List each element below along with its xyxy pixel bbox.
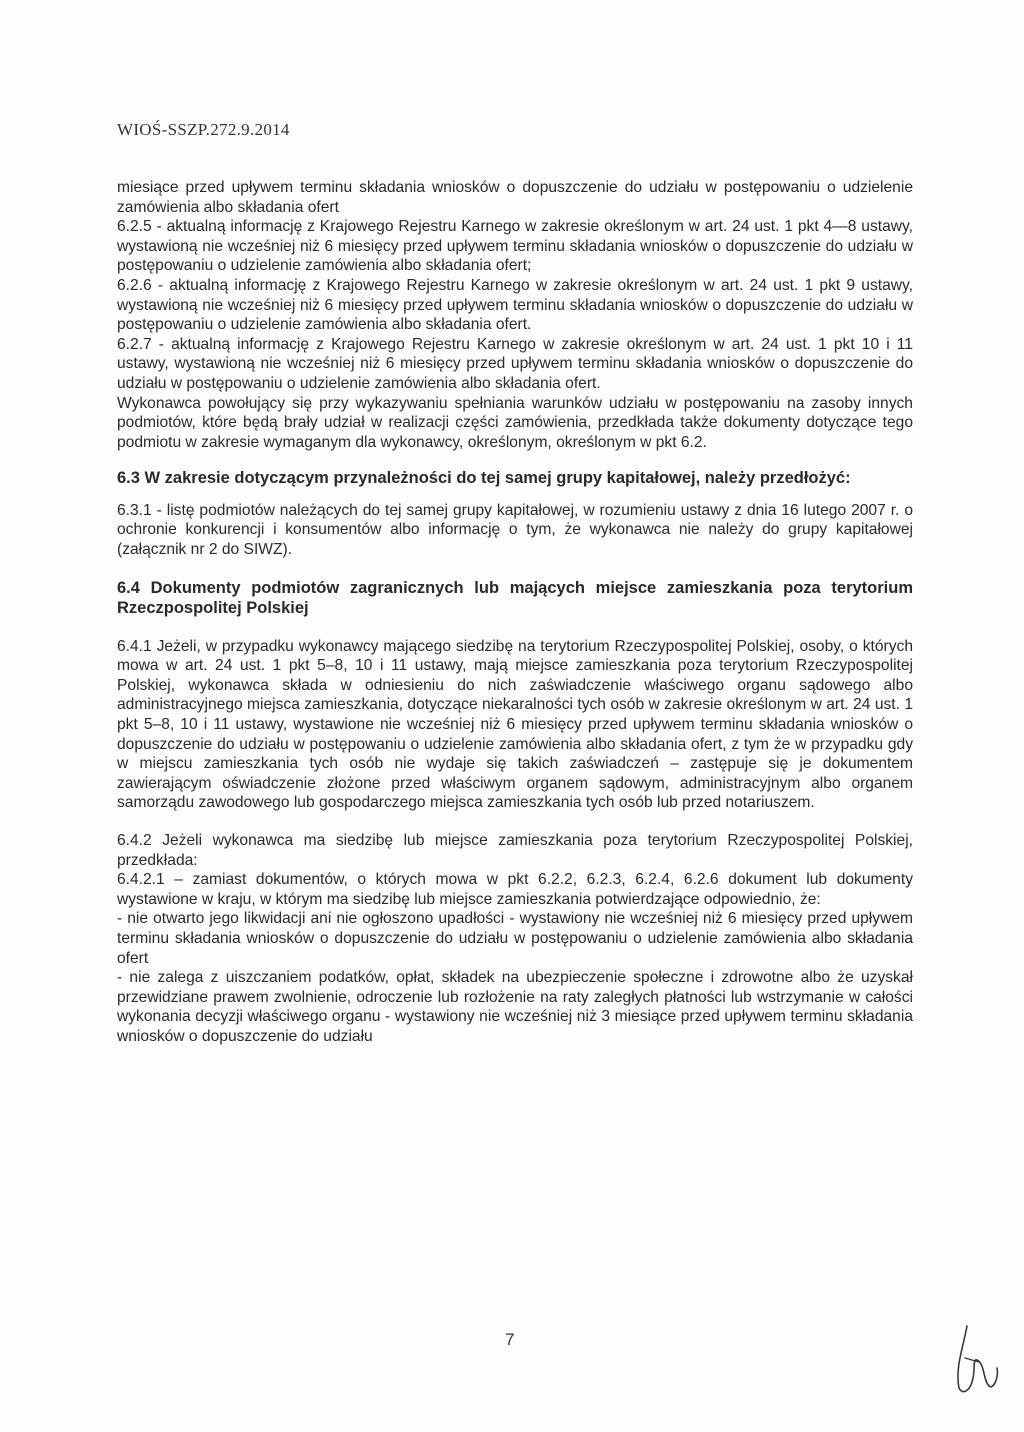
list-item-podatki: - nie zalega z uiszczaniem podatków, opłat, składek na ubezpieczenie społeczne i zdrowotne albo że uzyskał przewidziane prawem zwolnienie, odroczenie lub rozłożenie na raty zaległych płatności lub wstrzymanie w całości wykonania decyzji właściwego organu - wystawiony nie wcześniej niż 3 miesiące przed upływem terminu składania wniosków o dopuszczenie do udziału	[117, 969, 913, 1045]
paragraph-6-4-2-1: 6.4.2.1 – zamiast dokumentów, o których mowa w pkt 6.2.2, 6.2.3, 6.2.4, 6.2.6 dokument lub dokumenty wystawione w kraju, w którym ma siedzibę lub miejsce zamieszkania potwierdzające odpowiednio, że:	[117, 871, 913, 908]
section-heading-6-4: 6.4 Dokumenty podmiotów zagranicznych lub mających miejsce zamieszkania poza terytorium Rzeczpospolitej Polskiej	[117, 578, 913, 618]
paragraph-wykonawca: Wykonawca powołujący się przy wykazywaniu spełniania warunków udziału w postępowaniu na zasoby innych podmiotów, które będą brały udział w realizacji części zamówienia, przedkłada także dokumenty dotyczące tego podmiotu w zakresie wymaganym dla wykonawcy, określonym, określonym w pkt 6.2.	[117, 394, 913, 451]
paragraph-6-2-7: 6.2.7 - aktualną informację z Krajowego Rejestru Karnego w zakresie określonym w art. 24 ust. 1 pkt 10 i 11 ustawy, wystawioną nie wcześniej niż 6 miesięcy przed upływem terminu składania wniosków o dopuszczenie do udziału w postępowaniu o udzielenie zamówienia albo składania ofert.	[117, 335, 913, 392]
document-body	[117, 178, 913, 1046]
paragraph-6-2-5: 6.2.5 - aktualną informację z Krajowego Rejestru Karnego w zakresie określonym w art. 24 ust. 1 pkt 4—8 ustawy, wystawioną nie wcześniej niż 6 miesięcy przed upływem terminu składania wniosków o dopuszczenie do udziału w postępowaniu o udzielenie zamówienia albo składania ofert;	[117, 218, 913, 275]
paragraph-continuation: miesiące przed upływem terminu składania wniosków o dopuszczenie do udziału w postępowaniu o udzielenie zamówienia albo składania ofert	[117, 179, 913, 216]
paragraph-6-4-1: 6.4.1 Jeżeli, w przypadku wykonawcy mającego siedzibę na terytorium Rzeczypospolitej Polskiej, osoby, o których mowa w art. 24 ust. 1 pkt 5–8, 10 i 11 ustawy, mają miejsce zamieszkania poza terytorium Rzeczypospolitej Polskiej, wykonawca składa w odniesieniu do nich zaświadczenie właściwego organu sądowego albo administracyjnego miejsca zamieszkania, dotyczące niekaralności tych osób w zakresie określonym w art. 24 ust. 1 pkt 5–8, 10 i 11 ustawy, wystawione nie wcześniej niż 6 miesięcy przed upływem terminu składania wniosków o dopuszczenie do udziału w postępowaniu o udzielenie zamówienia albo składania ofert, z tym że w przypadku gdy w miejscu zamieszkania tych osób nie wydaje się takich zaświadczeń – zastępuje się je dokumentem zawierającym oświadczenie złożone przed właściwym organem sądowym, administracyjnym albo organem samorządu zawodowego lub gospodarczego miejsca zamieszkania tych osób lub przed notariuszem.	[117, 637, 913, 812]
handwritten-initials-signature	[945, 1318, 1005, 1398]
section-heading-6-3: 6.3 W zakresie dotyczącym przynależności do tej samej grupy kapitałowej, należy przedłożyć:	[117, 469, 851, 488]
paragraph-6-3-1: 6.3.1 - listę podmiotów należących do tej samej grupy kapitałowej, w rozumieniu ustawy z dnia 16 lutego 2007 r. o ochronie konkurencji i konsumentów albo informację o tym, że wykonawca nie należy do grupy kapitałowej (załącznik nr 2 do SIWZ).	[117, 501, 913, 558]
paragraph-6-4-2: 6.4.2 Jeżeli wykonawca ma siedzibę lub miejsce zamieszkania poza terytorium Rzeczypospolitej Polskiej, przedkłada:	[117, 831, 913, 869]
page-number: 7	[505, 1330, 515, 1349]
paragraph-6-2-6: 6.2.6 - aktualną informację z Krajowego Rejestru Karnego w zakresie określonym w art. 24 ust. 1 pkt 9 ustawy, wystawioną nie wcześniej niż 6 miesięcy przed upływem terminu składania wniosków o dopuszczenie do udziału w postępowaniu o udzielenie zamówienia albo składania ofert.	[117, 276, 913, 334]
list-item-likwidacja: - nie otwarto jego likwidacji ani nie ogłoszono upadłości - wystawiony nie wcześniej niż 6 miesięcy przed upływem terminu składania wniosków o dopuszczenie do udziału w postępowaniu o udzielenie zamówienia albo składania ofert	[117, 910, 913, 967]
document-reference: WIOŚ-SSZP.272.9.2014	[117, 120, 290, 139]
